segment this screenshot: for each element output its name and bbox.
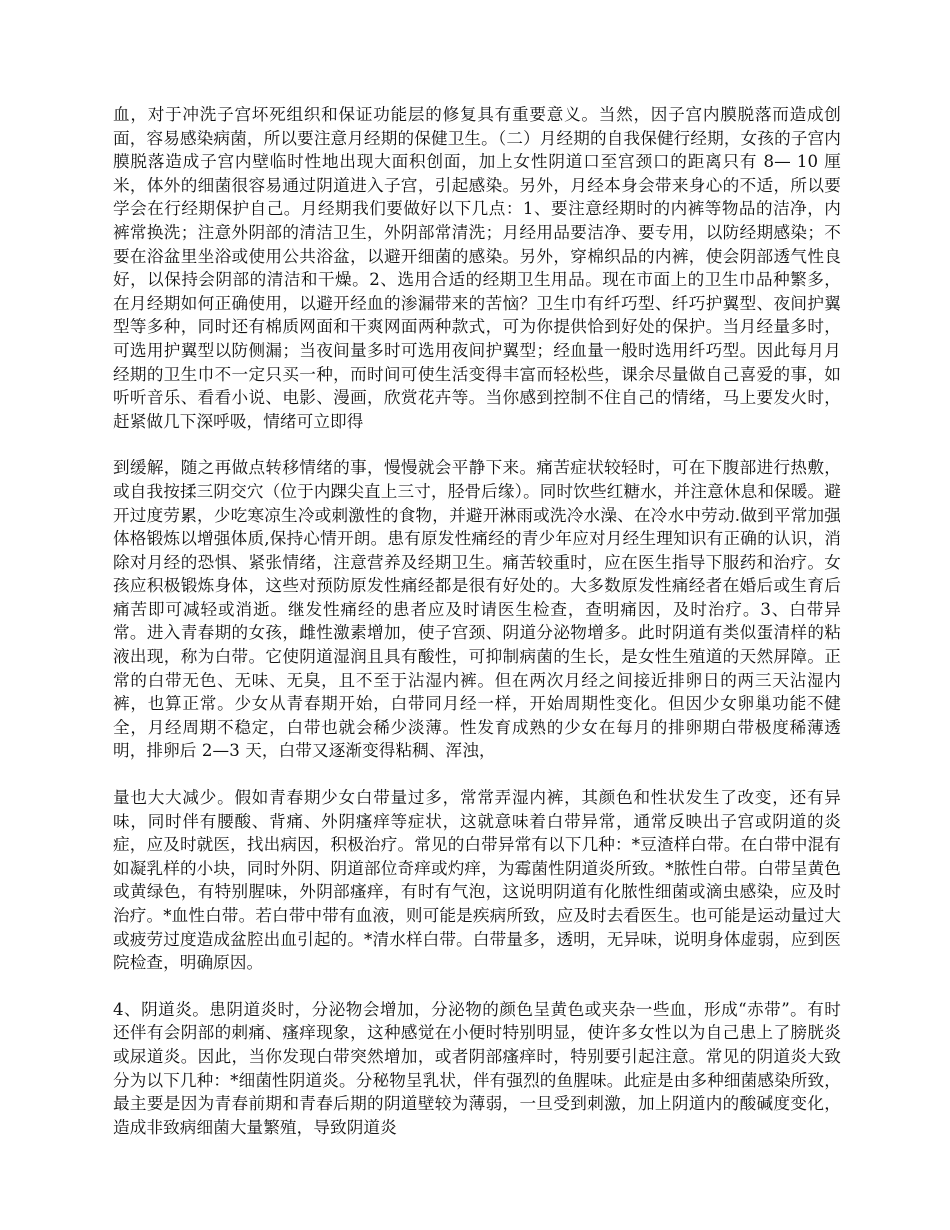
paragraph-4: 4、阴道炎。患阴道炎时，分泌物会增加，分泌物的颜色呈黄色或夹杂一些血，形成“赤带”。有时还伴有会阴部的刺痛、瘙痒现象，这种感觉在小便时特别明显，使许多女性以为自己患上了膀胱炎或尿道炎。因此，当你发现白带突然增加，或者阴部瘙痒时，特别要引起注意。常见的阴道炎大致分为以下几种：*细菌性阴道炎。分秘物呈乳状，伴有强烈的鱼腥味。此症是由多种细菌感染所致，最主要是因为青春前期和青春后期的阴道壁较为薄弱，一旦受到刺激，加上阴道内的酸碱度变化，造成非致病细菌大量繁殖，导致阴道炎 [113,999,841,1137]
paragraph-2: 到缓解，随之再做点转移情绪的事，慢慢就会平静下来。痛苦症状较轻时，可在下腹部进行热敷，或自我按揉三阴交穴（位于内踝尖直上三寸，胫骨后缘）。同时饮些红糖水，并注意休息和保暖。避开过度劳累，少吃寒凉生冷或刺激性的食物，并避开淋雨或洗冷水澡、在冷水中劳动.做到平常加强体格锻炼以增强体质,保持心情开朗。患有原发性痛经的青少年应对月经生理知识有正确的认识，消除对月经的恐惧、紧张情绪，注意营养及经期卫生。痛苦较重时，应在医生指导下服药和治疗。女孩应积极锻炼身体，这些对预防原发性痛经都是很有好处的。大多数原发性痛经者在婚后或生育后痛苦即可减轻或消逝。继发性痛经的患者应及时请医生检查，查明痛因，及时治疗。3、白带异常。进入青春期的女孩，雌性激素增加，使子宫颈、阴道分泌物增多。此时阴道有类似蛋清样的粘液出现，称为白带。它使阴道湿润且具有酸性，可抑制病菌的生长，是女性生殖道的天然屏障。正常的白带无色、无味、无臭，且不至于沾湿内裤。但在两次月经之间接近排卵日的两三天沾湿内裤，也算正常。少女从青春期开始，白带同月经一样，开始周期性变化。但因少女卵巢功能不健全，月经周期不稳定，白带也就会稀少淡薄。性发育成熟的少女在每月的排卵期白带极度稀薄透明，排卵后 2—3 天，白带又逐渐变得粘稠、浑浊， [113,458,841,761]
paragraph-1: 血，对于冲洗子宫坏死组织和保证功能层的修复具有重要意义。当然，因子宫内膜脱落而造成创面，容易感染病菌，所以要注意月经期的保健卫生。（二）月经期的自我保健行经期，女孩的子宫内膜脱落造成子宫内壁临时性地出现大面积创面，加上女性阴道口至宫颈口的距离只有 8— 10 厘米，体外的细菌很容易通过阴道进入子宫，引起感染。另外，月经本身会带来身心的不适，所以要学会在行经期保护自己。月经期我们要做好以下几点：1、要注意经期时的内裤等物品的洁净，内裤常换洗；注意外阴部的清洁卫生，外阴部常清洗；月经用品要洁净、要专用，以防经期感染；不要在浴盆里坐浴或使用公共浴盆，以避开细菌的感染。另外，穿棉织品的内裤，使会阴部透气性良好，以保持会阴部的清洁和干燥。2、选用合适的经期卫生用品。现在市面上的卫生巾品种繁多，在月经期如何正确使用，以避开经血的渗漏带来的苦恼？卫生巾有纤巧型、纤巧护翼型、夜间护翼型等多种，同时还有棉质网面和干爽网面两种款式，可为你提供恰到好处的保护。当月经量多时，可选用护翼型以防侧漏；当夜间量多时可选用夜间护翼型；经血量一般时选用纤巧型。因此每月月经期的卫生巾不一定只买一种，而时间可使生活变得丰富而轻松些，课余尽量做自己喜爱的事，如听听音乐、看看小说、电影、漫画，欣赏花卉等。当你感到控制不住自己的情绪，马上要发火时，赶紧做几下深呼吸，情绪可立即得 [113,105,841,431]
paragraph-3: 量也大大减少。假如青春期少女白带量过多，常常弄湿内裤，其颜色和性状发生了改变，还有异味，同时伴有腰酸、背痛、外阴瘙痒等症状，这就意味着白带异常，通常反映出子宫或阴道的炎症，应及时就医，找出病因，积极治疗。常见的白带异常有以下几种：*豆渣样白带。在白带中混有如凝乳样的小块，同时外阴、阴道部位奇痒或灼痒，为霉菌性阴道炎所致。*脓性白带。白带呈黄色或黄绿色，有特别腥味，外阴部瘙痒，有时有气泡，这说明阴道有化脓性细菌或滴虫感染，应及时治疗。*血性白带。若白带中带有血液，则可能是疾病所致，应及时去看医生。也可能是运动量过大或疲劳过度造成盆腔出血引起的。*清水样白带。白带量多，透明，无异味，说明身体虚弱，应到医院检查，明确原因。 [113,788,841,973]
document-page [113,103,841,1139]
